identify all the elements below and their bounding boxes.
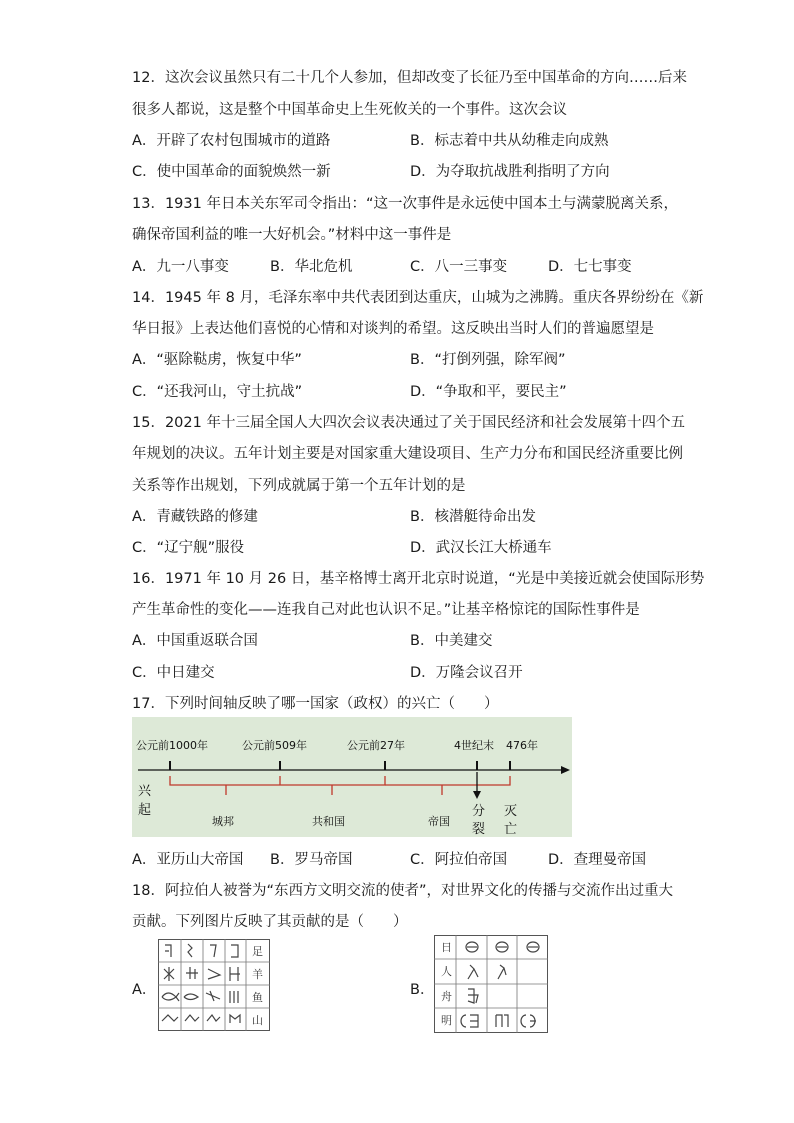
q12-option-b[interactable]: B．标志着中共从幼稚走向成熟 [410,133,609,149]
q18-option-b[interactable]: B． [410,982,435,998]
timeline-start-label-1: 兴 [138,784,152,799]
q15-stem-line-1: 15．2021 年十三届全国人大四次会议表决通过了关于国民经济和社会发展第十四个五 [132,415,685,431]
timeline-end-label-2: 亡 [504,822,518,837]
q14-stem-line-2: 华日报》上表达他们喜悦的心情和对谈判的希望。这反映出当时人们的普遍愿望是 [132,321,654,337]
script-row-label-4: 明 [441,1014,452,1027]
timeline-bracket-main [170,776,385,785]
script-row-label-3: 舟 [441,990,452,1003]
q15-stem-line-3: 关系等作出规划，下列成就属于第一个五年计划的是 [132,478,466,494]
q15-option-d[interactable]: D．武汉长江大桥通车 [410,540,552,556]
q12-stem-line-1: 12．这次会议虽然只有二十几个人参加，但却改变了长征乃至中国革命的方向……后来 [132,70,687,86]
timeline-phase-3: 帝国 [428,815,450,828]
q13-option-d[interactable]: D．七七事变 [548,259,632,275]
q18-image-b[interactable] [434,935,548,1033]
q15-stem-line-2: 年规划的决议。五年计划主要是对国家重大建设项目、生产力分布和国民经济重要比例 [132,446,683,462]
q13-option-b[interactable]: B．华北危机 [270,259,353,275]
q18-image-a[interactable] [158,939,270,1031]
q15-option-a[interactable]: A．青藏铁路的修建 [132,509,258,525]
pictograph-char-4: 山 [252,1014,263,1027]
q15-option-b[interactable]: B．核潜艇待命出发 [410,509,536,525]
q12-option-c[interactable]: C．使中国革命的面貌焕然一新 [132,164,331,180]
q16-option-c[interactable]: C．中日建交 [132,665,215,681]
q18-stem-line-2: 贡献。下列图片反映了其贡献的是（ ） [132,914,408,930]
timeline-figure [132,717,572,837]
timeline-split-label-2: 裂 [472,822,486,837]
timeline-date-5: 476年 [506,739,538,752]
q15-option-c[interactable]: C．“辽宁舰”服役 [132,540,245,556]
timeline-arrowhead [561,766,570,774]
q17-option-b[interactable]: B．罗马帝国 [270,852,353,868]
q14-option-a[interactable]: A．“驱除鞑虏，恢复中华” [132,352,302,368]
q14-option-d[interactable]: D．“争取和平，要民主” [410,384,567,400]
q12-option-d[interactable]: D．为夺取抗战胜利指明了方向 [410,164,610,180]
q18-option-a[interactable]: A． [132,982,157,998]
timeline-date-1: 公元前1000年 [136,739,208,752]
q16-option-b[interactable]: B．中美建交 [410,633,493,649]
pictograph-char-3: 鱼 [252,991,263,1004]
q12-option-a[interactable]: A．开辟了农村包围城市的道路 [132,133,331,149]
timeline-split-label-1: 分 [472,804,486,819]
q13-stem-line-1: 13．1931 年日本关东军司令指出：“这一次事件是永远使中国本土与满蒙脱离关系， [132,196,678,212]
q17-option-a[interactable]: A．亚历山大帝国 [132,852,244,868]
q12-stem-line-2: 很多人都说，这是整个中国革命史上生死攸关的一个事件。这次会议 [132,102,567,118]
q16-stem-line-1: 16．1971 年 10 月 26 日，基辛格博士离开北京时说道，“光是中美接近就会使国际形势 [132,571,705,587]
q14-stem-line-1: 14．1945 年 8 月，毛泽东率中共代表团到达重庆，山城为之沸腾。重庆各界纷纷在《新 [132,290,704,306]
timeline-phase-brackets [170,776,510,795]
q17-stem-line-1: 17．下列时间轴反映了哪一国家（政权）的兴亡（ ） [132,696,499,712]
pictograph-table-svg [158,939,270,1031]
q17-option-c[interactable]: C．阿拉伯帝国 [410,852,508,868]
q14-option-b[interactable]: B．“打倒列强，除军阀” [410,352,566,368]
timeline-split-arrowhead [473,791,481,799]
timeline-end-label-1: 灭 [504,804,518,819]
timeline-date-3: 公元前27年 [347,739,405,752]
timeline-bracket-empire [385,776,510,785]
script-row-label-1: 日 [441,941,452,954]
q13-option-a[interactable]: A．九一八事变 [132,259,229,275]
q16-option-d[interactable]: D．万隆会议召开 [410,665,523,681]
q13-stem-line-2: 确保帝国利益的唯一大好机会。”材料中这一事件是 [132,227,452,243]
script-evolution-table-svg [434,935,548,1033]
script-row-label-2: 人 [441,965,452,978]
timeline-start-label-2: 起 [138,803,152,818]
timeline-date-4: 4世纪末 [454,739,494,752]
q18-stem-line-1: 18．阿拉伯人被誉为“东西方文明交流的使者”，对世界文化的传播与交流作出过重大 [132,883,673,899]
timeline-phase-2: 共和国 [312,815,345,828]
q16-stem-line-2: 产生革命性的变化——连我自己对此也认识不足。”让基辛格惊诧的国际性事件是 [132,602,640,618]
q14-option-c[interactable]: C．“还我河山，守土抗战” [132,384,303,400]
timeline-svg [132,717,572,837]
pictograph-char-1: 足 [252,945,263,958]
timeline-date-2: 公元前509年 [242,739,307,752]
q13-option-c[interactable]: C．八一三事变 [410,259,508,275]
pictograph-char-2: 羊 [252,968,263,981]
timeline-phase-1: 城邦 [212,815,234,828]
q17-option-d[interactable]: D．查理曼帝国 [548,852,647,868]
q16-option-a[interactable]: A．中国重返联合国 [132,633,258,649]
